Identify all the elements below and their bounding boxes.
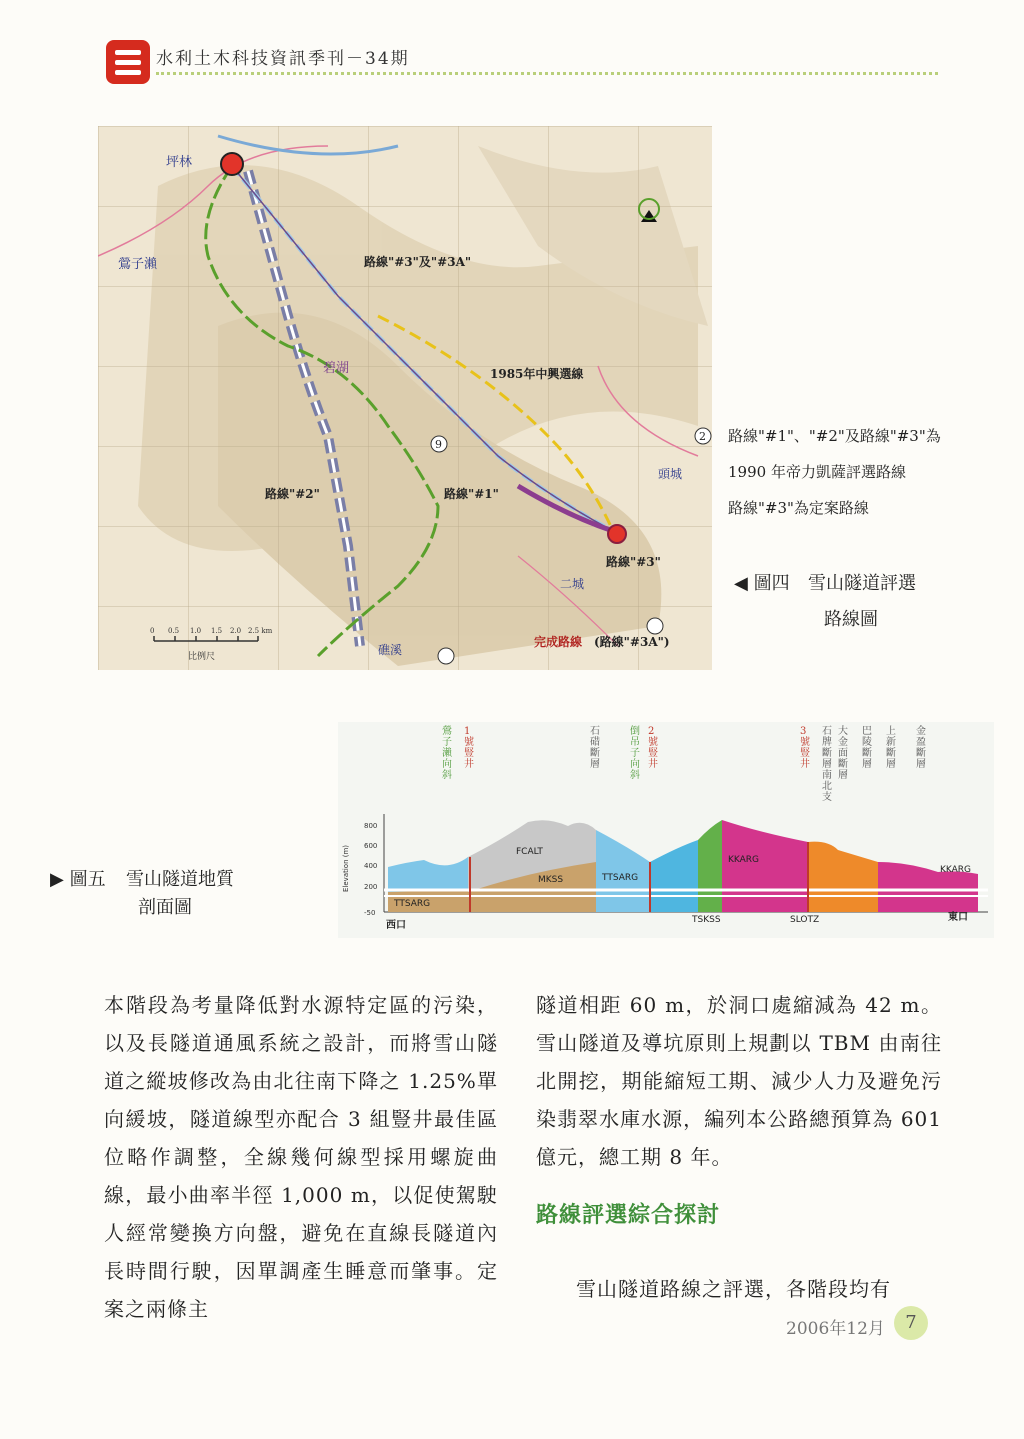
fault-label: 上新斷層 (886, 726, 896, 770)
map-note (728, 418, 998, 526)
map-label-completed-route-suffix: (路線"#3A") (594, 635, 670, 649)
fault-label: 大金面斷層 (838, 726, 848, 781)
fault-label: 1 號豎井 (464, 726, 474, 770)
fault-label: 金盈斷層 (916, 726, 926, 770)
figure4-title-line1: 雪山隧道評選 (808, 573, 916, 594)
y-tick: 600 (364, 842, 378, 850)
journal-title: 水利土木科技資訊季刊－34期 (156, 49, 410, 69)
figure4-label: ◀ 圖四 (734, 573, 790, 594)
scale-label: 比例尺 (188, 652, 216, 662)
map-label-route-3-3a: 路線"#3"及"#3A" (364, 255, 472, 269)
road-9-marker: 9 (435, 438, 442, 451)
profile-west-portal: 西口 (386, 920, 406, 931)
map-label-jiaoxi: 礁溪 (378, 643, 403, 657)
fault-label: 3 號豎井 (800, 726, 810, 770)
road-2-marker: 2 (699, 430, 706, 443)
map-label-yingzilai: 鶯子瀨 (118, 257, 158, 272)
y-axis-label: Elevation (m) (342, 844, 350, 892)
map-note-line: 1990 年帝力凱薩評選路線 (728, 463, 906, 481)
fault-label: 石牌斷層南北支 (822, 726, 832, 803)
map-label-route-1: 路線"#1" (444, 487, 499, 501)
header-divider (156, 72, 938, 75)
scale-tick: 1.0 (190, 627, 202, 635)
y-tick: 400 (364, 862, 378, 870)
body-paragraph-right-2: 雪山隧道路線之評選，各階段均有 (576, 1277, 891, 1301)
geology-profile (338, 722, 994, 938)
y-tick: -50 (364, 909, 376, 917)
fault-label: 鶯子瀨向斜 (442, 726, 452, 781)
journal-logo (106, 40, 150, 84)
y-tick: 800 (364, 822, 378, 830)
figure5-title-line2: 剖面圖 (138, 897, 192, 918)
unit-fcalt: FCALT (516, 847, 543, 857)
map-label-erwei: 二城 (560, 577, 585, 591)
fault-label: 巴陵斷層 (862, 726, 872, 770)
scale-tick: 0 (150, 627, 155, 635)
unit-kkarg-mid: KKARG (728, 855, 760, 865)
figure5-title-line1: 雪山隧道地質 (126, 869, 234, 890)
map-label-completed-route: 完成路線 (534, 635, 583, 649)
map-label-pinglin: 坪林 (166, 155, 193, 170)
figure5-caption (50, 866, 234, 922)
map-label-route-1985: 1985年中興選線 (490, 367, 584, 381)
scale-tick: 2.5 km (248, 627, 273, 635)
scale-tick: 0.5 (168, 627, 180, 635)
unit-mkss: MKSS (538, 875, 564, 885)
fault-label: 2 號豎井 (648, 726, 658, 770)
unit-ttsarg-west: TTSARG (394, 899, 431, 909)
map-label-route-2: 路線"#2" (265, 487, 320, 501)
section-heading: 路線評選綜合探討 (536, 1203, 721, 1228)
route-map (98, 126, 712, 670)
page-number: 7 (894, 1306, 928, 1340)
y-tick: 200 (364, 883, 378, 891)
figure4-title-line2: 路線圖 (824, 609, 878, 630)
profile-east-portal: 東口 (948, 912, 968, 923)
map-label-touwei: 頭城 (658, 467, 683, 481)
fault-label: 倒吊子向斜 (630, 726, 640, 781)
map-note-line: 路線"#1"、"#2"及路線"#3"為 (728, 427, 941, 445)
figure4-caption (734, 566, 916, 638)
unit-slotz: SLOTZ (790, 915, 820, 925)
map-label-route-3: 路線"#3" (606, 555, 661, 569)
unit-kkarg-east: KKARG (940, 865, 972, 875)
scale-tick: 2.0 (230, 627, 242, 635)
footer-date: 2006年12月 (786, 1319, 885, 1339)
unit-tskss: TSKSS (692, 915, 721, 925)
scale-tick: 1.5 (211, 627, 223, 635)
unit-ttsarg-mid: TTSARG (602, 873, 639, 883)
map-label-bihu: 碧湖 (323, 361, 350, 376)
body-paragraph-right: 隧道相距 60 m，於洞口處縮減為 42 m。雪山隧道及導坑原則上規劃以 TBM 由南往北開挖，期能縮短工期、減少人力及避免污染翡翠水庫水源，編列本公路總預算為 601 億元，總工期 8 年。 (536, 993, 942, 1169)
figure5-label: ▶ 圖五 (50, 869, 106, 890)
body-paragraph-left: 本階段為考量降低對水源特定區的污染，以及長隧道通風系統之設計，而將雪山隧道之縱坡修改為由北往南下降之 1.25%單向緩坡，隧道線型亦配合 3 組豎井最佳區位略作調整，全線幾何線型採用螺旋曲線，最小曲率半徑 1,000 m，以促使駕駛人經常變換方向盤，避免在直線長隧道內長時間行駛，因單調產生睡意而肇事。定案之兩條主 (104, 993, 498, 1321)
fault-label: 石碏斷層 (590, 726, 600, 770)
map-note-line: 路線"#3"為定案路線 (728, 499, 869, 517)
